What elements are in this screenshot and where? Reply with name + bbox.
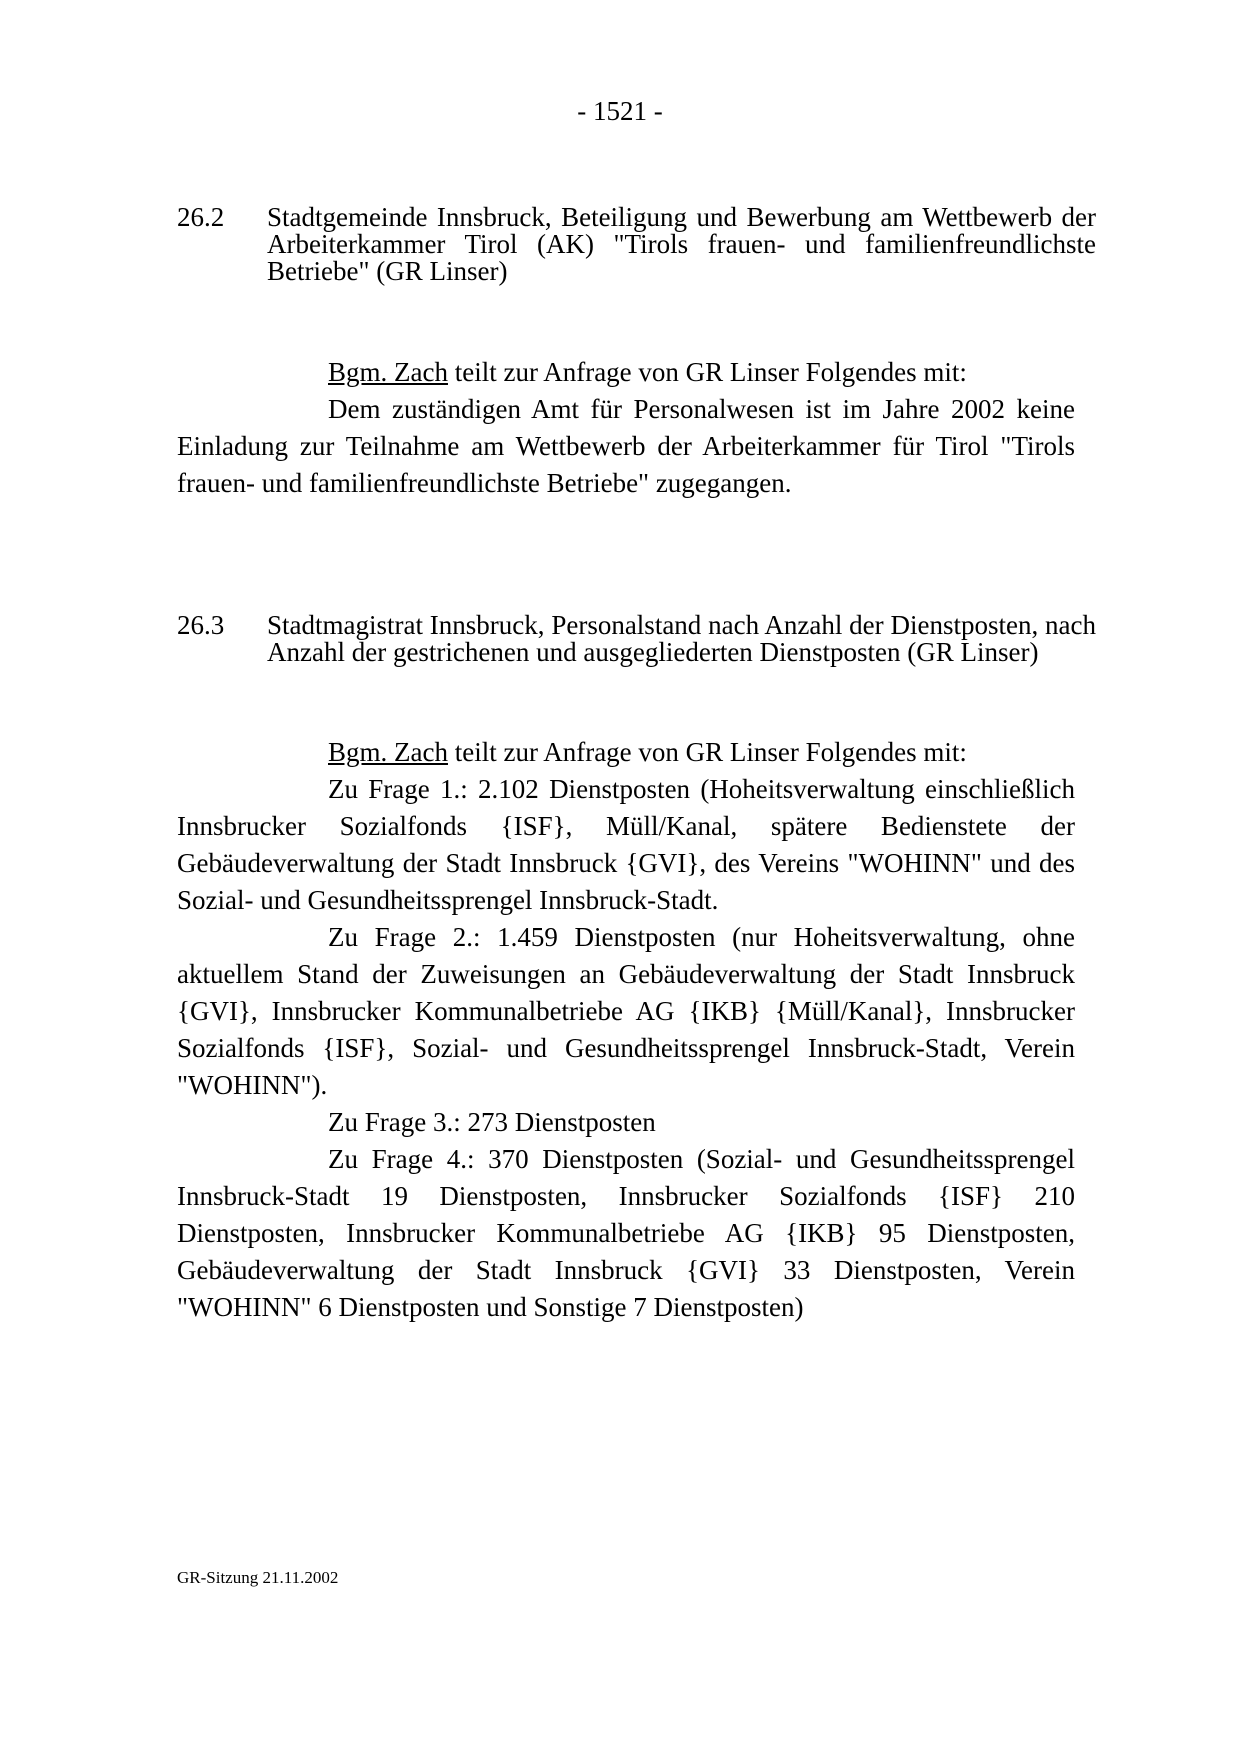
answer-question-2: Zu Frage 2.: 1.459 Dienstposten (nur Hoheitsverwaltung, ohne aktuellem Stand der Zuweisungen an Gebäudeverwaltung der Stadt Innsbruck {GVI}, Innsbrucker Kommunalbetriebe AG {IKB} {Müll/Kanal}, Innsbrucker Sozialfonds {ISF}, Sozial- und Gesundheitssprengel Innsbruck-Stadt, Verein "WOHINN"). [177, 922, 1075, 1100]
answer-intro [177, 354, 1075, 391]
page-number: - 1521 - [577, 96, 663, 126]
item-number: 26.2 [177, 202, 225, 232]
speaker-name: Bgm. Zach [328, 737, 448, 767]
item-heading [177, 610, 1096, 667]
agenda-item-26-2 [177, 202, 1096, 498]
item-number: 26.3 [177, 610, 225, 640]
item-heading [177, 202, 1096, 286]
agenda-item-26-3 [177, 610, 1096, 1322]
answer-paragraph: Dem zuständigen Amt für Personalwesen ist im Jahre 2002 keine Einladung zur Teilnahme am Wettbewerb der Arbeiterkammer für Tirol "Tirols frauen- und familienfreundlichste Betriebe" zugegangen. [177, 394, 1075, 498]
footer-session-date: GR-Sitzung 21.11.2002 [177, 1568, 339, 1587]
intro-text: teilt zur Anfrage von GR Linser Folgendes mit: [447, 357, 967, 387]
item-title: Stadtgemeinde Innsbruck, Beteiligung und Bewerbung am Wettbewerb der Arbeiterkammer Tirol (AK) "Tirols frauen- und familienfreundlichste Betriebe" (GR Linser) [267, 202, 1096, 286]
speaker-name: Bgm. Zach [328, 357, 448, 387]
item-title: Stadtmagistrat Innsbruck, Personalstand nach Anzahl der Dienstposten, nach Anzahl der gestrichenen und ausgegliederten Dienstposten (GR Linser) [267, 610, 1096, 667]
answer-question-4: Zu Frage 4.: 370 Dienstposten (Sozial- und Gesundheitssprengel Innsbruck-Stadt 19 Dienstposten, Innsbrucker Sozialfonds {ISF} 210 Dienstposten, Innsbrucker Kommunalbetriebe AG {IKB} 95 Dienstposten, Gebäudeverwaltung der Stadt Innsbruck {GVI} 33 Dienstposten, Verein "WOHINN" 6 Dienstposten und Sonstige 7 Dienstposten) [177, 1144, 1075, 1322]
intro-text: teilt zur Anfrage von GR Linser Folgendes mit: [447, 737, 967, 767]
answer-intro [177, 734, 1075, 771]
answer-question-3: Zu Frage 3.: 273 Dienstposten [328, 1107, 656, 1137]
answer-block [177, 734, 1075, 1326]
answer-question-1: Zu Frage 1.: 2.102 Dienstposten (Hoheitsverwaltung einschließlich Innsbrucker Sozialfonds {ISF}, Müll/Kanal, spätere Bedienstete der Gebäudeverwaltung der Stadt Innsbruck {GVI}, des Vereins "WOHINN" und des Sozial- und Gesundheitssprengel Innsbruck-Stadt. [177, 774, 1075, 915]
answer-block [177, 354, 1075, 502]
